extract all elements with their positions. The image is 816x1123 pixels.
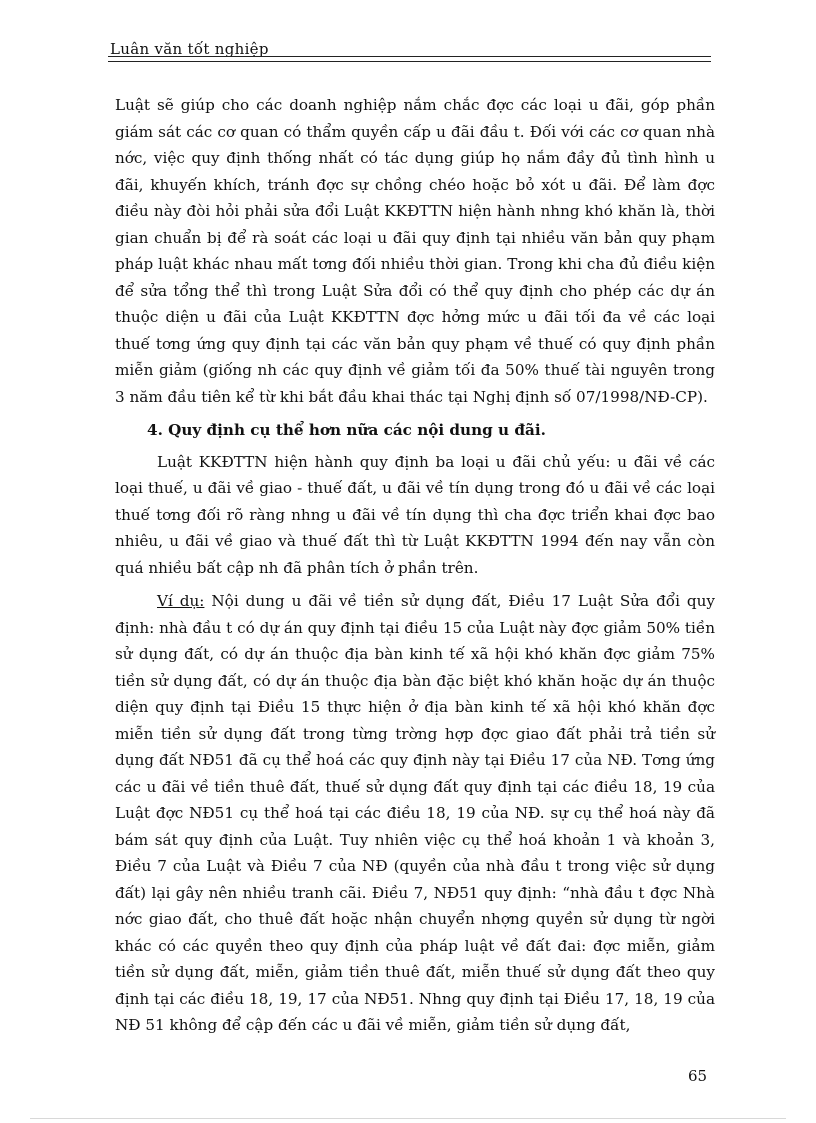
paragraph-1: Luật sẽ giúp cho các doanh nghiệp nắm chắc đợc các loại u đãi, góp phần giám sát các cơ quan có thẩm quyền cấp u đãi đầu t. Đối với các cơ quan nhà nớc, việc quy định thống nhất có tác dụng giúp họ nắm đầy đủ tình hình u đãi, khuyến khích, tránh đợc sự chồng chéo hoặc bỏ xót u đãi. Để làm đợc điều này đòi hỏi phải sửa đổi Luật KKĐTTN hiện hành nhng khó khăn là, thời gian chuẩn bị để rà soát các loại u đãi quy định tại nhiều văn bản quy phạm pháp luật khác nhau mất tơng đối nhiều thời gian. Trong khi cha đủ điều kiện để sửa tổng thể thì trong Luật Sửa đổi có thể quy định cho phép các dự án thuộc diện u đãi của Luật KKĐTTN đợc hởng mức u đãi tối đa về các loại thuế tơng ứng quy định tại các văn bản quy phạm về thuế có quy định phần miễn giảm (giống nh các quy định về giảm tối đa 50% thuế tài nguyên trong 3 năm đầu tiên kể từ khi bắt đầu khai thác tại Nghị định số 07/1998/NĐ-CP). [115,96,715,406]
running-header: Luân văn tốt nghiệp [110,40,269,58]
header-rule-thin [108,61,711,62]
example-label: Ví dụ: [157,592,205,610]
section-heading: 4. Quy định cụ thể hơn nữa các nội dung u đãi. [147,421,546,439]
header-rule-thick [108,56,711,57]
body-text [115,92,715,1039]
paragraph-3 [115,588,715,1039]
paragraph-2: Luật KKĐTTN hiện hành quy định ba loại u đãi chủ yếu: u đãi về các loại thuế, u đãi về giao - thuế đất, u đãi về tín dụng trong đó u đãi về các loại thuế tơng đối rõ ràng nhng u đãi về tín dụng thì cha đợc triển khai đợc bao nhiêu, u đãi về giao và thuế đất thì từ Luật KKĐTTN 1994 đến nay vẫn còn quá nhiều bất cập nh đã phân tích ở phần trên. [115,452,715,577]
page-number: 65 [688,1067,708,1085]
page-bottom-edge [30,1118,786,1119]
paragraph-3-text: Nội dung u đãi về tiền sử dụng đất, Điều 17 Luật Sửa đổi quy định: nhà đầu t có dự án quy định tại điều 15 của Luật này đợc giảm 50% tiền sử dụng đất, có dự án thuộc địa bàn kinh tế xã hội khó khăn đợc giảm 75% tiền sử dụng đất, có dự án thuộc địa bàn đặc biệt khó khăn hoặc dự án thuộc diện quy định tại Điều 15 thực hiện ở địa bàn kinh tế xã hội khó khăn đợc miễn tiền sử dụng đất trong từng trờng hợp đợc giao đất phải trả tiền sử dụng đất NĐ51 đã cụ thể hoá các quy định này tại Điều 17 của NĐ. Tơng ứng các u đãi về tiền thuê đất, thuế sử dụng đất quy định tại các điều 18, 19 của Luật đợc NĐ51 cụ thể hoá tại các điều 18, 19 của NĐ. sự cụ thể hoá này đã bám sát quy định của Luật. Tuy nhiên việc cụ thể hoá khoản 1 và khoản 3, Điều 7 của Luật và Điều 7 của NĐ (quyền của nhà đầu t trong việc sử dụng đất) lại gây nên nhiều tranh cãi. Điều 7, NĐ51 quy định: “nhà đầu t đợc Nhà nớc giao đất, cho thuê đất hoặc nhận chuyển nhợng quyền sử dụng từ ngời khác có các quyền theo quy định của pháp luật về đất đai: đợc miễn, giảm tiền sử dụng đất, miễn, giảm tiền thuê đất, miễn thuế sử dụng đất theo quy định tại các điều 18, 19, 17 của NĐ51. Nhng quy định tại Điều 17, 18, 19 của NĐ 51 không để cập đến các u đãi về miễn, giảm tiền sử dụng đất, [115,592,715,1034]
